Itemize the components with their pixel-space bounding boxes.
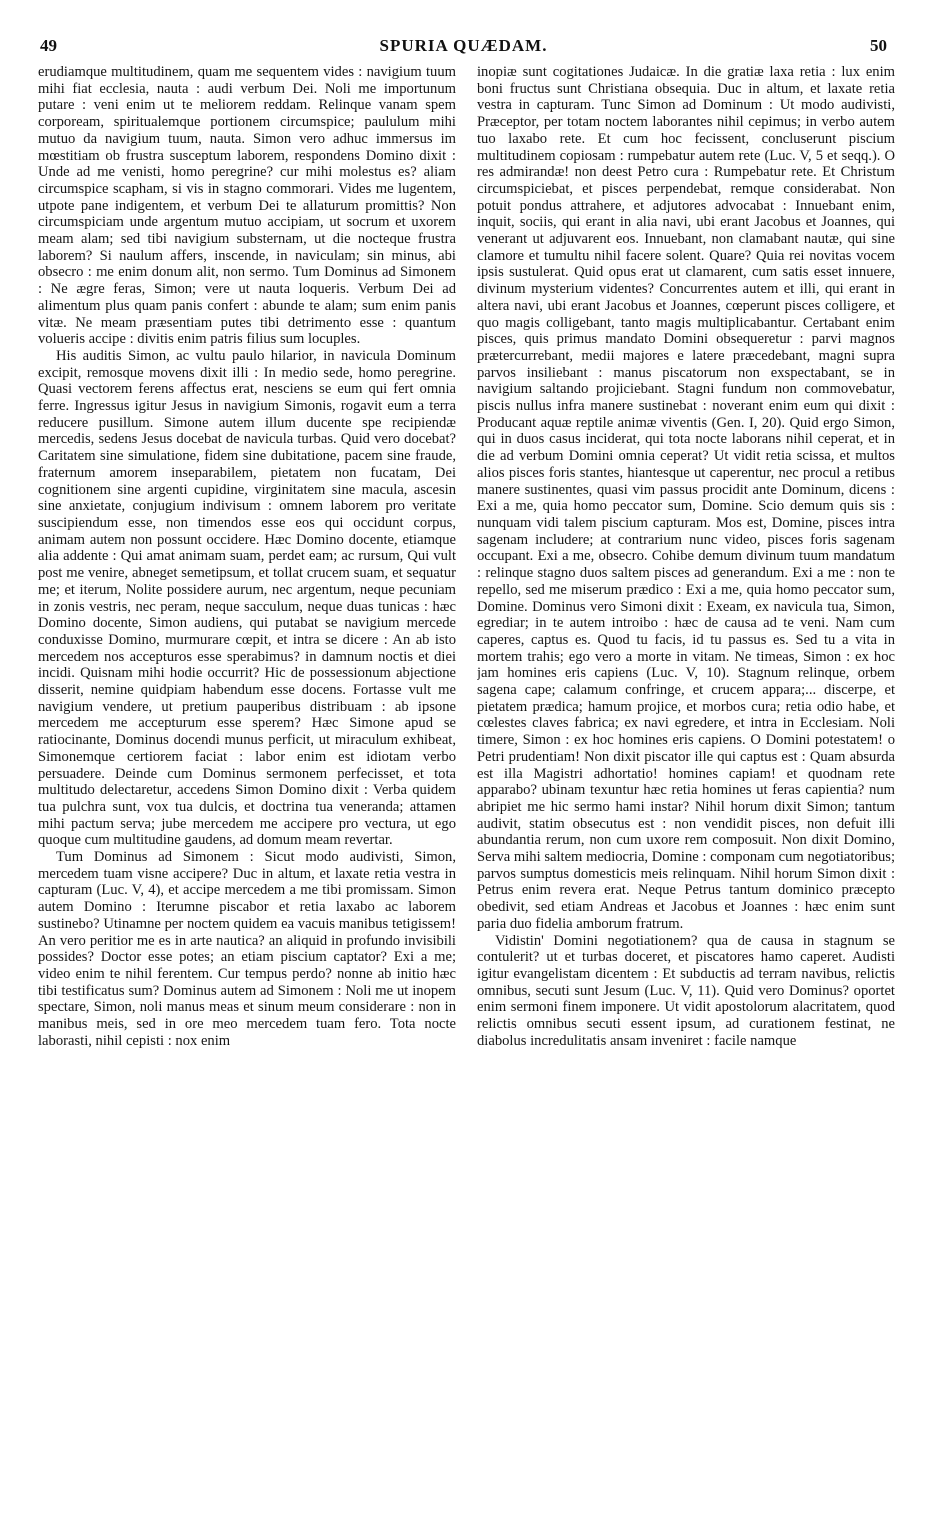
running-title: SPURIA QUÆDAM.	[379, 36, 548, 55]
paragraph: Tum Dominus ad Simonem : Sicut modo audivisti, Simon, mercedem tuam visne accipere? Duc in altum, et laxate retia vestra in capturam (Luc. V, 4), et accipe mercedem a me tibi promissam. Simon autem Domino : Iterumne piscabor et retia laxabo ac laborem sustinebo? Utinamne per noctem quidem ea vacuis manibus tetigissem! An vero peritior me es in arte nautica? an aliquid in profundo invisibili possides? Doctor esse potes; an etiam piscium captator? Exi a me; video enim te nihil ferentem. Cur tempus perdo? nonne ab initio hæc tibi testificatus sum? Dominus autem ad Simonem : Noli me ut inopem spectare, Simon, noli manus meas et sinum meum considerare : non in manibus meis, sed in ore meo mercedem tuam fero. Tota nocte laborasti, nihil cepisti : nox enim	[38, 849, 456, 1049]
page-header	[30, 36, 897, 58]
left-column	[38, 64, 456, 1526]
paragraph: erudiamque multitudinem, quam me sequentem vides : navigium tuum mihi fiat ecclesia, nauta : audi verbum Dei. Noli me importunum putare : veni enim ut te meliorem reddam. Relinque vanam spem corpoream, spiritualemque portionem circumspice; paululum mihi mutuo da navigium tuum, nauta. Simon vero adhuc immersus im mœstitiam ob frustra susceptum laborem, respondens Domino dixit : Unde ad me venisti, homo peregrine? cur mihi molestus es? aliam circumspice scapham, si vis in stagno commorari. Vides me lugentem, utpote pane indigentem, et verbum Dei te allaturum promittis? Non circumspiciam unde argentum mutuo accipiam, ut socrum et uxorem meam alam; sed tibi navigium substernam, ut die nocteque frustra laborem? Si naulum affers, inscende, in naviculam; sin minus, abi obsecro : me enim donum alit, non sermo. Tum Dominus ad Simonem : Ne ægre feras, Simon; vere ut nauta loqueris. Verbum Dei ad alimentum plus quam panis confert : abunde te alam; sum enim panis vitæ. Ne meam præsentiam putes tibi detrimento esse : quantum volueris accipe : divitis enim patris filius sum locuples.	[38, 64, 456, 348]
page-number-left: 49	[40, 36, 57, 55]
page-number-right: 50	[870, 36, 887, 55]
paragraph: inopiæ sunt cogitationes Judaicæ. In die gratiæ laxa retia : lux enim boni fructus sunt Christiana obsequia. Duc in altum, et laxate retia vestra in capturam. Tunc Simon ad Dominum : Ut modo audivisti, Præceptor, per totam noctem laborantes nihil cepimus; in verbo autem tuo laxabo rete. Et cum hoc fecissent, concluserunt piscium multitudinem copiosam : rumpebatur autem rete (Luc. V, 5 et seqq.). O res admirandæ! non deest Petro cura : Rumpebatur rete. Et Christum circumspiciebat, et pisces perpendebat, remque considerabat. Non potuit pondus attrahere, et adjutores advocabat : Innuebant enim, inquit, sociis, qui erant in alia navi, ubi erant Jacobus et Joannes, qui venerant ut adjuvarent eos. Innuebant, non clamabant nautæ, qui sine clamore et tumultu nihil facere solent. Quare? Quia rei novitas vocem ipsis sustulerat. Quid opus erat ut clamarent, cum satis esset innuere, divinum mysterium videntes? Concurrentes autem et illi, qui erant in altera navi, ubi erant Jacobus et Joannes, cœperunt pisces colligere, et quo magis colligebant, tanto magis multiplicabantur. Certabant enim pisces, quis primus mandato Domini obsequeretur : parvi magnos prætercurrebant, medii majores e latere præcedebant, magni supra parvos insiliebant : manus piscatorum non exspectabant, se in navigium saltando projiciebant. Stagni fundum non commovebatur, piscis nullus infra manere sustinebat : noverant enim eum qui dixit : Producant aquæ reptile animæ viventis (Gen. I, 20). Quid ergo Simon, qui in duos casus inciderat, qui tota nocte laborans nihil ceperat, et in die ad verbum Domini omnia ceperat? Ut vidit retia scissa, et multos alios pisces foris stantes, hiantesque ut caperentur, nec procul a retibus manere sustinentes, quasi vim passus procidit ante Dominum, dicens : Exi a me, quia homo peccator sum, Domine. Scio demum quis sis : nunquam vidi talem piscium capturam. Mos est, Domine, pisces intra sagenam includere; at contrarium nunc video, pisces foris sagenam occupant. Exi a me, obsecro. Cohibe demum divinum tuum mandatum : relinque stagno duos saltem pisces ad generandum. Exi a me : non te repello, sed me miserum prædico : Exi a me, quia homo peccator sum, Domine. Dominus vero Simoni dixit : Exeam, ex navicula tua, Simon, egrediar; in te autem introibo : hæc de causa ad te veni. Nam cum caperes, captus es. Quod tu facis, id tu passus es. Sed tu a vita in mortem trahis; ego vero a morte in vitam. Ne timeas, Simon : ex hoc jam homines eris capiens (Luc. V, 10). Stagnum relinque, orbem sagena cape; calamum confringe, et crucem appara;... discerpe, et pietatem prædica; hamum projice, et morbos cura; retia odio habe, et cœlestes claves fabrica; ex navi egredere, et intra in Ecclesiam. Noli timere, Simon : ex hoc homines eris capiens. O Domini potestatem! o Petri prudentiam! Non dixit piscator ille qui captus est : Quam absurda est illa Magistri adhortatio! homines capiam! et quodnam rete apparabo? ubinam texuntur hæc retia homines ut feras capientia? num abripiet me hic sermo hami instar? Nihil horum dixit Simon; tantum audivit, statim obsecutus est : non vendidit pisces, non defuit illi abundantia rerum, non cum uxore rem composuit. Non dixit Domino, Serva mihi saltem mediocria, Domine : componam cum negotiatoribus; parvos sumptus domesticis meis relinquam. Nihil horum Simon dixit : Petrus enim revera erat. Neque Petrus tantum dominico præcepto obedivit, sed etiam Andreas et Jacobus et Joannes : hæc enim sunt paria duo fidelia amborum fratrum.	[477, 64, 895, 932]
right-column	[477, 64, 895, 1526]
paragraph: Vidistin' Domini negotiationem? qua de causa in stagnum se contulerit? ut et turbas doceret, et piscatores hamo caperet. Audisti igitur evangelistam dicentem : Et subductis ad terram navibus, relictis omnibus, secuti sunt Jesum (Luc. V, 11). Quid vero Dominus? oportet enim sermoni finem imponere. Ut vidit apostolorum alacritatem, quod relictis omnibus secuti essent ipsum, ad curationem festinat, ne diabolus incredulitatis ansam inveniret : facile namque	[477, 932, 895, 1049]
paragraph: His auditis Simon, ac vultu paulo hilarior, in naviculа Dominum excipit, remosque movens dixit illi : In medio sede, homo peregrine. Quasi vectorem ferens affectus erat, nesciens se eum qui fert omnia ferre. Ingressus igitur Jesus in navigium Simonis, rogavit eum a terra reducere pusillum. Simone autem illum ducente spe recipiendæ mercedis, sedens Jesus docebat de navicula turbas. Quid vero docebat? Caritatem sine simulatione, fidem sine dubitatione, pacem sine fraude, fraternum amorem inseparabilem, pietatem non fucatam, Dei cognitionem sine argenti cupidine, virginitatem sine macula, ascesin sine anxietate, conjugium indivisum : omnem laborem pro veritate suscipiendum esse, non timendos esse eos qui occidunt corpus, animam autem non possunt occidere. Hæc Domino docente, etiamque alia addente : Qui amat animam suam, perdet eam; ac rursum, Qui vult post me venire, abneget semetipsum, et tollat crucem suam, et sequatur me; et iterum, Nolite possidere aurum, nec argentum, neque pecuniam in zonis vestris, nec peram, neque sacculum, neque duas tunicas : hæc Domino docente, Simon audiens, qui putabat se navigium mercede conduxisse Domino, murmurare cœpit, et intra se dicere : An ab isto mercedem nos accepturos esse sperabimus? in damnum noctis et diei incidi. Quisnam mihi hodie occurrit? Hic de possessionum abjectione disserit, nemine quidpiam habendum esse docens. Fortasse vult me navigium vendere, ut pretium pauperibus distribuam : ab ipsone mercedem me accepturum esse sperem? Hæc Simone apud se ratiocinante, Dominus docendi munus perficit, ut miraculum exhibeat, Simonemque certiorem faciat : labor enim est idiotam verbo persuadere. Deinde cum Dominus sermonem perfecisset, et tota multitudo delectaretur, accedens Simon Domino dixit : Verba quidem tua pulchra sunt, vox tua dulcis, et doctrina tua veneranda; attamen mihi pactum serva; jube mercedem me accipere pro vectura, ut ego quoque cum multitudine gaudens, ad domum meam revertar.	[38, 347, 456, 849]
